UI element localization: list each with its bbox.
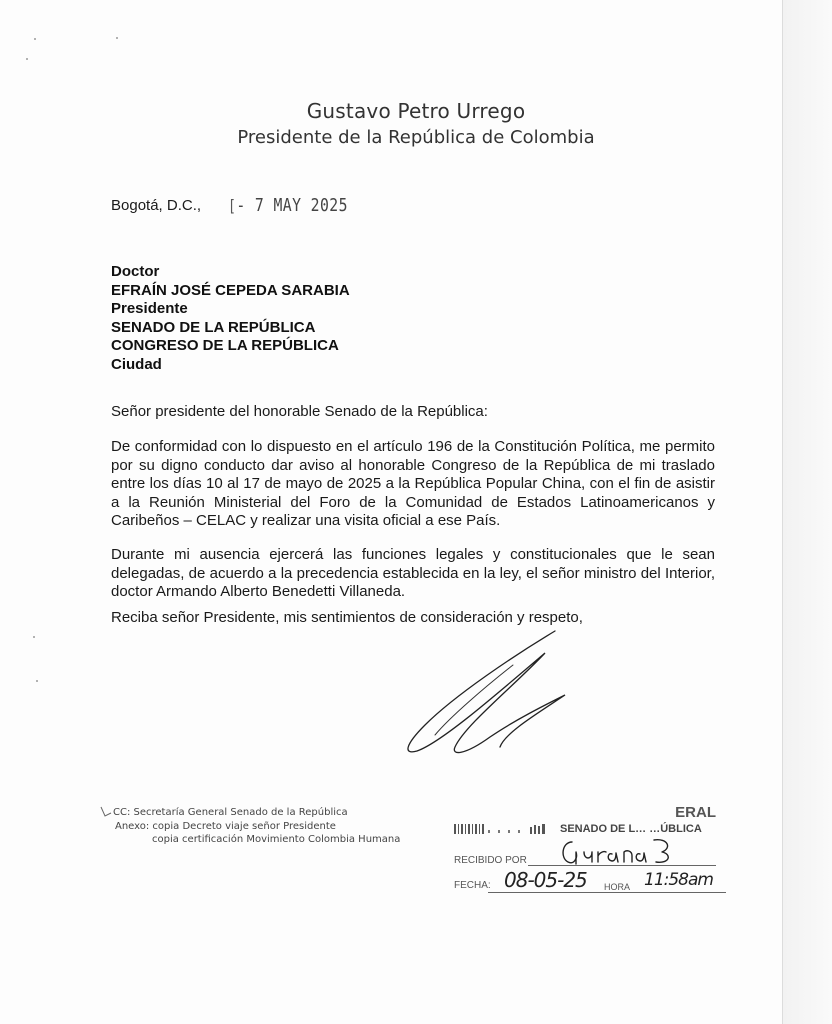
scan-speck xyxy=(116,37,118,39)
letterhead-name: Gustavo Petro Urrego xyxy=(306,99,526,123)
scan-speck xyxy=(33,636,35,638)
reception-stamp xyxy=(448,802,738,902)
stamp-recibido-line xyxy=(528,865,716,866)
page-margin-shadow xyxy=(783,0,832,1024)
scan-speck xyxy=(36,680,38,682)
footer-notes xyxy=(100,806,400,847)
stamp-fecha-label: FECHA: xyxy=(454,880,491,891)
addressee-line: SENADO DE LA REPÚBLICA xyxy=(111,318,316,336)
date-stamp-value: - 7 MAY 2025 xyxy=(236,195,348,216)
dateline-place: Bogotá, D.C., xyxy=(111,197,202,214)
anexo-line: Anexo: copia Decreto viaje señor Presidente xyxy=(115,820,336,832)
anexo-line-2: copia certificación Movimiento Colombia Humana xyxy=(152,834,401,845)
addressee-block xyxy=(111,263,350,374)
salutation: Señor presidente del honorable Senado de la República: xyxy=(111,403,488,420)
stamp-hora-label: HORA xyxy=(604,882,631,892)
cc-line: CC: Secretaría General Senado de la República xyxy=(113,807,348,818)
signature xyxy=(395,625,575,760)
closing-line: Reciba señor Presidente, mis sentimientos de consideración y respeto, xyxy=(111,609,583,626)
stamp-fecha-value: 08-05-25 xyxy=(504,868,587,892)
addressee-line: Doctor xyxy=(111,263,160,280)
stamp-barcode xyxy=(454,822,554,834)
letterhead-title: Presidente de la República de Colombia xyxy=(237,127,595,148)
stamp-general-text: ERAL xyxy=(675,804,716,821)
stamp-senado-text: SENADO DE L… …ÚBLICA xyxy=(560,823,702,835)
scan-speck xyxy=(34,38,36,40)
scan-speck xyxy=(26,58,28,60)
date-stamp: [- 7 MAY 2025 xyxy=(228,195,348,216)
addressee-line: Ciudad xyxy=(111,355,162,373)
addressee-line: Presidente xyxy=(111,300,188,317)
addressee-line: CONGRESO DE LA REPÚBLICA xyxy=(111,337,339,354)
stamp-hora-value: 11:58am xyxy=(644,870,713,890)
addressee-line: EFRAÍN JOSÉ CEPEDA SARABIA xyxy=(111,281,350,299)
body-paragraph-1: De conformidad con lo dispuesto en el artículo 196 de la Constitución Política, me permito por su digno conducto dar aviso al honorable Congreso de la República de mi traslado entre los días 10 al 17 de mayo de 2025 a la República Popular China, con el fin de asistir a la Reunión Ministerial del Foro de la Comunidad de Estados Latinoamericanos y Caribeños – CELAC y realizar una visita oficial a ese País. xyxy=(111,438,715,529)
body-paragraph-2: Durante mi ausencia ejercerá las funciones legales y constitucionales que le sean delegadas, de acuerdo a la precedencia establecida en la ley, el señor ministro del Interior, doctor Armando Alberto Benedetti Villaneda. xyxy=(111,546,715,600)
stamp-recibido-label: RECIBIDO POR xyxy=(454,855,527,866)
stamp-fecha-line xyxy=(488,892,726,893)
